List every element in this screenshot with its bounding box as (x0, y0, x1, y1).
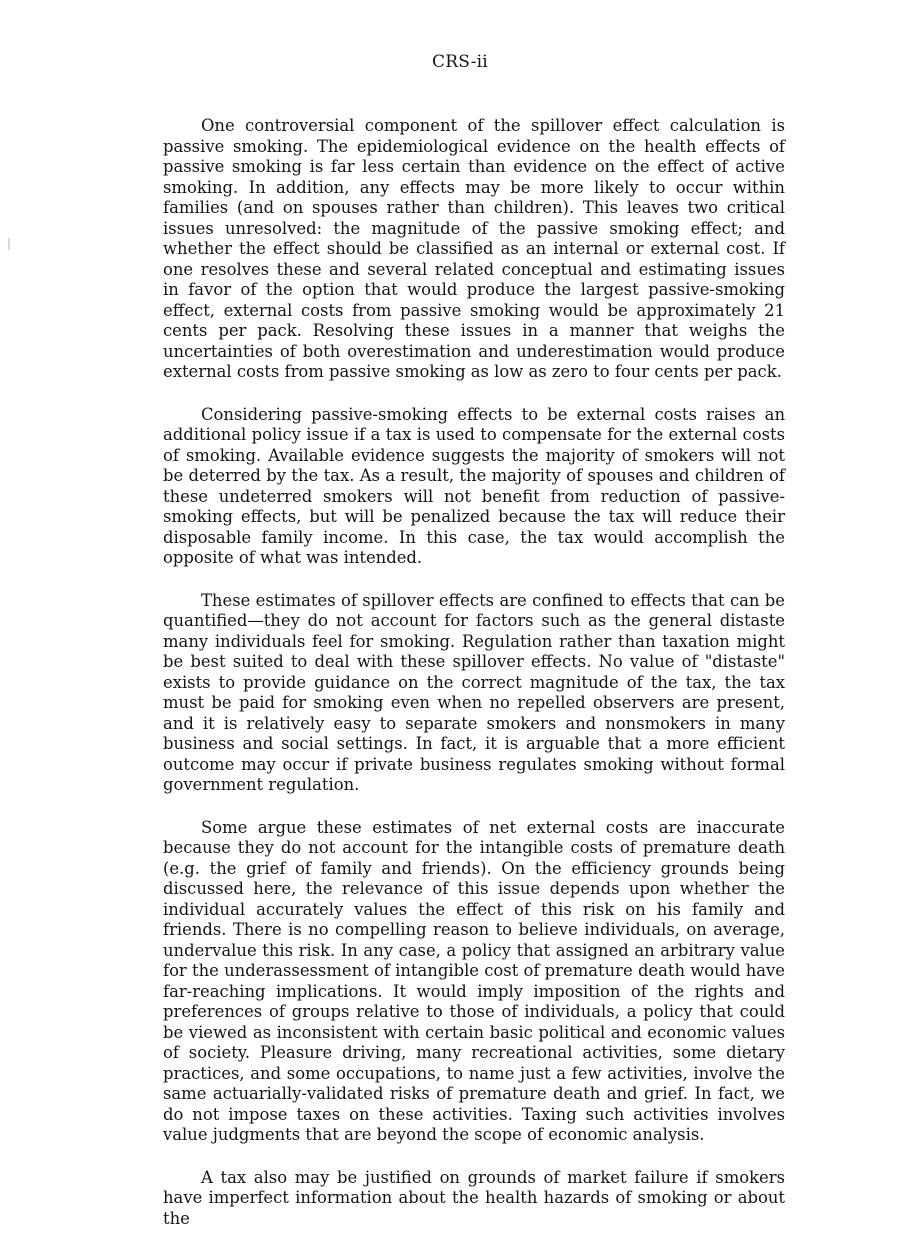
page-label: CRS-ii (432, 52, 488, 72)
paragraph-market-failure: A tax also may be justified on grounds of market failure if smokers have imperfect information about the health hazards of smoking or about the (163, 1167, 785, 1228)
body-text (163, 116, 785, 1251)
paragraph-policy-issue: Considering passive-smoking effects to be external costs raises an additional policy issue if a tax is used to compensate for the external costs of smoking. Available evidence suggests the majority of smokers will not be deterred by the tax. As a result, the majority of spouses and children of these undeterred smokers will not benefit from reduction of passive-smoking effects, but will be penalized because the tax will reduce their disposable family income. In this case, the tax would accomplish the opposite of what was intended. (163, 404, 785, 567)
paragraph-distaste: These estimates of spillover effects are confined to effects that can be quantified—they do not account for factors such as the general distaste many individuals feel for smoking. Regulation rather than taxation might be best suited to deal with these spillover effects. No value of "distaste" exists to provide guidance on the correct magnitude of the tax, the tax must be paid for smoking even when no repelled observers are present, and it is relatively easy to separate smokers and nonsmokers in many business and social settings. In fact, it is arguable that a more efficient outcome may occur if private business regulates smoking without formal government regulation. (163, 590, 785, 794)
paragraph-premature-death: Some argue these estimates of net external costs are inaccurate because they do not account for the intangible costs of premature death (e.g. the grief of family and friends). On the efficiency grounds being discussed here, the relevance of this issue depends upon whether the individual accurately values the effect of this risk on his family and friends. There is no compelling reason to believe individuals, on average, undervalue this risk. In any case, a policy that assigned an arbitrary value for the underassessment of intangible cost of premature death would have far-reaching implications. It would imply imposition of the rights and preferences of groups relative to those of individuals, a policy that could be viewed as inconsistent with certain basic political and economic values of society. Pleasure driving, many recreational activities, some dietary practices, and some occupations, to name just a few activities, involve the same actuarially-validated risks of premature death and grief. In fact, we do not impose taxes on these activities. Taxing such activities involves value judgments that are beyond the scope of economic analysis. (163, 817, 785, 1144)
paragraph-passive-smoking: One controversial component of the spillover effect calculation is passive smoking. The epidemiological evidence on the health effects of passive smoking is far less certain than evidence on the effect of active smoking. In addition, any effects may be more likely to occur within families (and on spouses rather than children). This leaves two critical issues unresolved: the magnitude of the passive smoking effect; and whether the effect should be classified as an internal or external cost. If one resolves these and several related conceptual and estimating issues in favor of the option that would produce the largest passive-smoking effect, external costs from passive smoking would be approximately 21 cents per pack. Resolving these issues in a manner that weighs the uncertainties of both overestimation and underestimation would produce external costs from passive smoking as low as zero to four cents per pack. (163, 116, 785, 381)
margin-mark (8, 238, 10, 250)
